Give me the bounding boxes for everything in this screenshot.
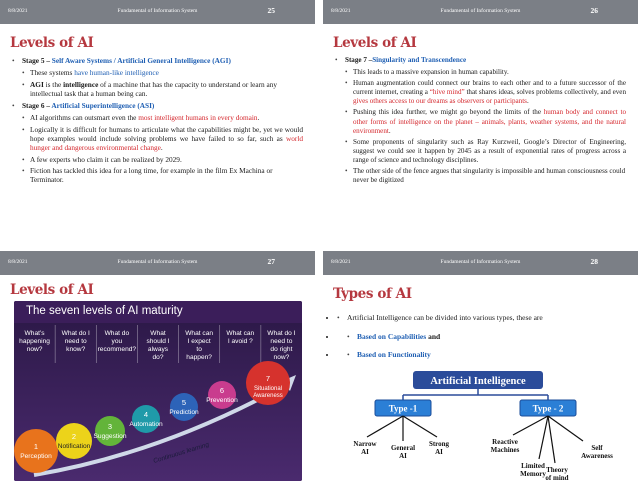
slide-course-title: Fundamental of Information System <box>440 259 521 265</box>
tree-branch <box>513 416 548 435</box>
slide-heading: Types of AI <box>333 286 412 302</box>
maturity-level-number: 6 <box>219 386 225 395</box>
type-1-label: Type -1 <box>388 403 418 414</box>
maturity-level-name: Automation <box>129 421 163 428</box>
slide-date: 8/8/2021 <box>331 8 351 14</box>
maturity-question: What do I need to know? <box>61 330 90 353</box>
slide-course-title: Fundamental of Information System <box>440 8 521 14</box>
slide-27 <box>0 251 315 493</box>
tree-leaf-label: Reactive Machines <box>490 438 520 454</box>
maturity-level-number: 1 <box>33 442 39 451</box>
tree-root-label: Artificial Intelligence <box>430 376 526 387</box>
slide-26 <box>323 0 638 242</box>
bullet-item: • This leads to a massive expansion in human capability. <box>335 68 626 77</box>
slide-heading: Levels of AI <box>10 282 94 298</box>
maturity-question: What can I expect to happen? <box>185 330 214 361</box>
ai-maturity-image <box>14 301 302 481</box>
maturity-level-circle <box>95 416 125 446</box>
tree-branch <box>548 416 555 463</box>
maturity-level-number: 4 <box>143 410 149 419</box>
tree-leaf-label: Limited Memory <box>520 462 546 478</box>
maturity-question: What’s happening now? <box>19 330 50 353</box>
bullet-item: • Some proponents of singularity such as Ray Kurzweil, Google’s Director of Engineering, suggest we could see it happen by 2045 as a result of exponential rates of progress across a range of science and technology disciplines. <box>335 138 626 165</box>
slide-body <box>12 56 303 187</box>
maturity-level-name: Prediction <box>169 409 199 416</box>
tree-branch <box>403 416 437 437</box>
maturity-level-name: Perception <box>20 453 52 460</box>
type-2-label: Type - 2 <box>532 403 564 414</box>
tree-leaf-label: Strong AI <box>428 440 450 456</box>
slide-number: 28 <box>590 257 598 266</box>
slide-28 <box>323 251 638 493</box>
bullet-functionality: • • Based on Functionality <box>337 350 628 360</box>
bullet-stage-7: • Stage 7 –Singularity and Transcendence <box>335 56 626 65</box>
ai-types-tree <box>333 371 628 489</box>
slide-body <box>337 313 628 368</box>
slide-heading: Levels of AI <box>333 35 417 51</box>
slide-number: 25 <box>267 6 275 15</box>
slide-number: 26 <box>590 6 598 15</box>
bullet-stage-5: • Stage 5 – Self Aware Systems / Artificial General Intelligence (AGI) <box>12 56 303 65</box>
maturity-level-circle <box>56 423 92 459</box>
maturity-question: What do I need to do right now? <box>267 330 296 361</box>
bullet-item: • Human augmentation could connect our brains to each other and to a future successor of the current internet, creating a “hive mind” that shares ideas, solves problems collectively, and even gives others access to our dreams as observers or participants. <box>335 79 626 106</box>
maturity-level-number: 5 <box>181 398 187 407</box>
slide-number: 27 <box>267 257 275 266</box>
slide-body <box>335 56 626 187</box>
tree-leaf-label: Narrow AI <box>353 440 377 456</box>
slide-course-title: Fundamental of Information System <box>117 8 198 14</box>
bullet-stage-6: • Stage 6 – Artificial Superintelligence (ASI) <box>12 101 303 110</box>
maturity-level-name: Prevention <box>206 397 238 404</box>
slide-date: 8/8/2021 <box>8 8 28 14</box>
maturity-level-name: Situational Awareness <box>253 386 283 399</box>
tree-leaf-label: General AI <box>390 444 416 460</box>
bullet-item: • The other side of the fence argues that singularity is impossible and human consciousness could never be digitized <box>335 167 626 185</box>
tree-branches <box>353 416 613 482</box>
maturity-level-name: Notification <box>57 443 91 450</box>
bullet-item: • Logically it is difficult for humans to articulate what the capabilities might be, yet we would hope examples would include solving problems we have failed to so far, such as world hunger and dangerous environmental change. <box>12 125 303 153</box>
tree-branch <box>367 416 403 437</box>
maturity-level-circle <box>14 429 58 473</box>
slide-date: 8/8/2021 <box>331 259 351 265</box>
bullet-item: • AI algorithms can outsmart even the most intelligent humans in every domain. <box>12 113 303 122</box>
bullet-item: • Fiction has tackled this idea for a long time, for example in the film Ex Machina or Terminator. <box>12 166 303 185</box>
tree-leaf-label: Self Awareness <box>581 444 613 460</box>
image-title: The seven levels of AI maturity <box>14 301 302 323</box>
tree-branch <box>539 416 548 459</box>
slide-date: 8/8/2021 <box>8 259 28 265</box>
slide-heading: Levels of AI <box>10 35 94 51</box>
tree-leaf-label: Theory of mind <box>545 466 569 482</box>
maturity-level-number: 7 <box>265 374 271 383</box>
maturity-diagram <box>14 323 302 481</box>
slide-header <box>0 251 315 275</box>
bullet-item: • AGI is the intelligence of a machine that has the capacity to understand or learn any intellectual task that a human being can. <box>12 80 303 99</box>
bullet-item: • A few experts who claim it can be realized by 2029. <box>12 155 303 164</box>
learning-arrow-label: Continuous learning <box>152 441 210 465</box>
maturity-level-number: 3 <box>107 422 113 431</box>
slide-course-title: Fundamental of Information System <box>117 259 198 265</box>
bullet-intro: • • Artificial Intelligence can be divided into various types, these are <box>337 313 628 323</box>
slide-header <box>323 0 638 24</box>
slide-25 <box>0 0 315 242</box>
maturity-question: What can I avoid ? <box>226 330 255 345</box>
maturity-level-number: 2 <box>71 432 77 441</box>
bullet-capabilities: • • Based on Capabilities and <box>337 332 628 342</box>
maturity-question: What should I always do? <box>146 330 170 361</box>
tree-branch <box>548 416 583 441</box>
slide-header <box>323 251 638 275</box>
maturity-question: What do you recommend? <box>97 330 137 353</box>
maturity-level-name: Suggestion <box>93 433 127 440</box>
slide-header <box>0 0 315 24</box>
bullet-item: • Pushing this idea further, we might go beyond the limits of the human body and connect to other forms of intelligence on the planet – animals, plants, weather systems, and the natural environment. <box>335 108 626 135</box>
bullet-item: • These systems have human-like intelligence <box>12 68 303 77</box>
